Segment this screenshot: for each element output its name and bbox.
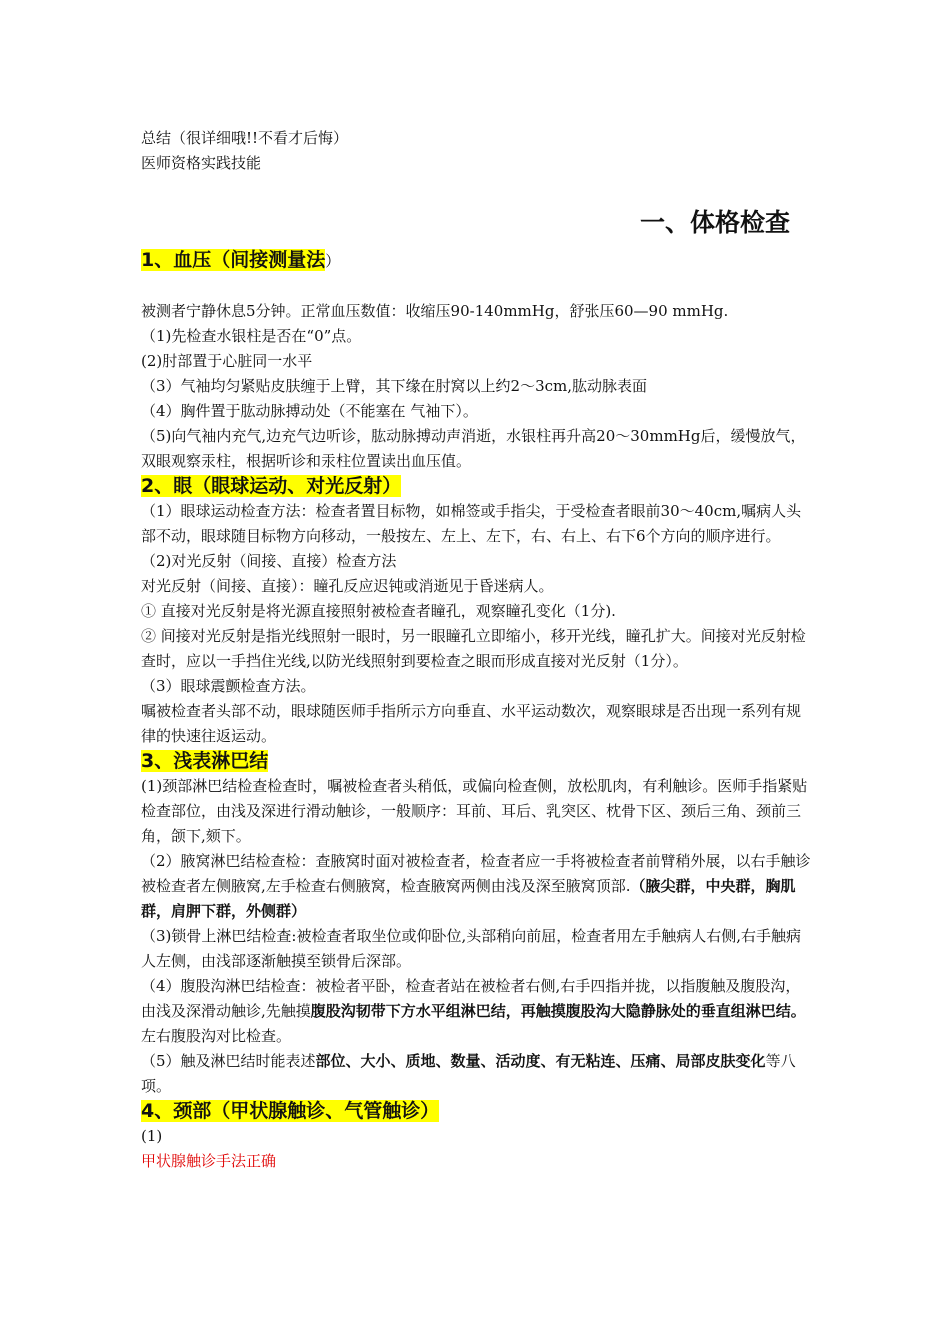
section-1-paragraph: （5)向气袖内充气,边充气边听诊，肱动脉搏动声消逝，水银柱再升高20～30mmHg后，缓慢放气，双眼观察汞柱，根据听诊和汞柱位置读出血压值。 bbox=[141, 427, 806, 470]
section-2-paragraph: ② 间接对光反射是指光线照射一眼时，另一眼瞳孔立即缩小，移开光线，瞳孔扩大。间接对光反射检查时，应以一手挡住光线,以防光线照射到要检查之眼而形成直接对光反射（1分）。 bbox=[141, 627, 806, 670]
section-3-text: 左右腹股沟对比检查。 bbox=[141, 1027, 292, 1045]
section-1-paragraph: （4）胸件置于肱动脉搏动处（不能塞在 气袖下）。 bbox=[141, 402, 478, 420]
section-3-text: （4）腹股沟淋巴结检查：被检者平卧，检查者站在被检者右侧,右手四指并拢，以指腹触及腹股沟，由浅及深滑动触诊,先触摸 bbox=[141, 977, 801, 1020]
section-1-heading bbox=[141, 248, 813, 274]
section-1-paragraph: (2)肘部置于心脏同一水平 bbox=[141, 352, 313, 370]
section-1-paragraph: （1)先检查水银柱是否在“0”点。 bbox=[141, 327, 362, 345]
section-2-title: 2、眼（眼球运动、对光反射） bbox=[141, 475, 402, 497]
section-2-heading bbox=[141, 474, 813, 499]
section-4-heading bbox=[141, 1099, 813, 1124]
section-2-paragraph: ① 直接对光反射是将光源直接照射被检查者瞳孔，观察瞳孔变化（1分). bbox=[141, 602, 616, 620]
section-3-paragraph bbox=[141, 849, 813, 924]
document-body bbox=[141, 248, 813, 1174]
section-3-text: （5）触及淋巴结时能表述 bbox=[141, 1052, 316, 1070]
spacer bbox=[141, 274, 813, 299]
section-3-text: 等八项。 bbox=[141, 1052, 796, 1095]
section-3-paragraph: (1)颈部淋巴结检查检查时，嘱被检查者头稍低，或偏向检查侧，放松肌肉，有利触诊。医师手指紧贴检查部位，由浅及深进行滑动触诊，一般顺序：耳前、耳后、乳突区、枕骨下区、颈后三角、颈前三角，颌下,颏下。 bbox=[141, 777, 808, 845]
section-1-title: 1、血压（间接测量法 bbox=[141, 249, 326, 271]
section-3-heading bbox=[141, 749, 813, 774]
intro-line-subject: 医师资格实践技能 bbox=[141, 154, 262, 172]
section-2-paragraph: 嘱被检查者头部不动，眼球随医师手指所示方向垂直、水平运动数次，观察眼球是否出现一系列有规律的快速往返运动。 bbox=[141, 702, 802, 745]
section-3-title: 3、浅表淋巴结 bbox=[141, 750, 269, 772]
section-4-paragraph: (1) bbox=[141, 1127, 163, 1145]
chapter-title: 一、体格检查 bbox=[640, 208, 791, 237]
section-3-bold-text: 腹股沟韧带下方水平组淋巴结，再触摸腹股沟大隐静脉处的垂直组淋巴结。 bbox=[310, 1002, 806, 1020]
section-3-text: （2）腋窝淋巴结检查检：查腋窝时面对被检查者，检查者应一手将被检查者前臂稍外展，以右手触诊被检查者左侧腋窝,左手检查右侧腋窝，检查腋窝两侧由浅及深至腋窝顶部. bbox=[141, 852, 811, 895]
intro-block bbox=[141, 126, 348, 176]
section-2-paragraph: 对光反射（间接、直接）：瞳孔反应迟钝或消逝见于昏迷病人。 bbox=[141, 577, 554, 595]
section-3-paragraph: （3)锁骨上淋巴结检查:被检查者取坐位或仰卧位,头部稍向前屈，检查者用左手触病人右侧,右手触病人左侧，由浅部逐渐触摸至锁骨后深部。 bbox=[141, 927, 801, 970]
section-3-paragraph bbox=[141, 974, 813, 1049]
section-2-paragraph: （1）眼球运动检查方法：检查者置目标物，如棉签或手指尖，于受检查者眼前30～40cm,嘱病人头部不动，眼球随目标物方向移动，一般按左、左上、左下，右、右上、右下6个方向的顺序进行。 bbox=[141, 502, 802, 545]
section-2-paragraph: （3）眼球震颤检查方法。 bbox=[141, 677, 316, 695]
section-4-red-paragraph: 甲状腺触诊手法正确 bbox=[141, 1152, 277, 1170]
intro-line-summary: 总结（很详细哦!!不看才后悔） bbox=[141, 129, 349, 147]
section-3-bold-text: （腋尖群，中央群，胸肌群，肩胛下群，外侧群） bbox=[141, 877, 796, 920]
section-1-paragraph: （3）气袖均匀紧贴皮肤缠于上臂，其下缘在肘窝以上约2～3cm,肱动脉表面 bbox=[141, 377, 648, 395]
section-1-title-tail: ） bbox=[325, 252, 341, 270]
section-3-paragraph bbox=[141, 1049, 813, 1099]
section-1-paragraph: 被测者宁静休息5分钟。正常血压数值：收缩压90-140mmHg，舒张压60—90 mmHg. bbox=[141, 302, 729, 320]
section-4-title: 4、颈部（甲状腺触诊、气管触诊） bbox=[141, 1100, 440, 1122]
section-2-paragraph: （2)对光反射（间接、直接）检查方法 bbox=[141, 552, 397, 570]
section-3-bold-text: 部位、大小、质地、数量、活动度、有无粘连、压痛、局部皮肤变化 bbox=[315, 1052, 766, 1070]
